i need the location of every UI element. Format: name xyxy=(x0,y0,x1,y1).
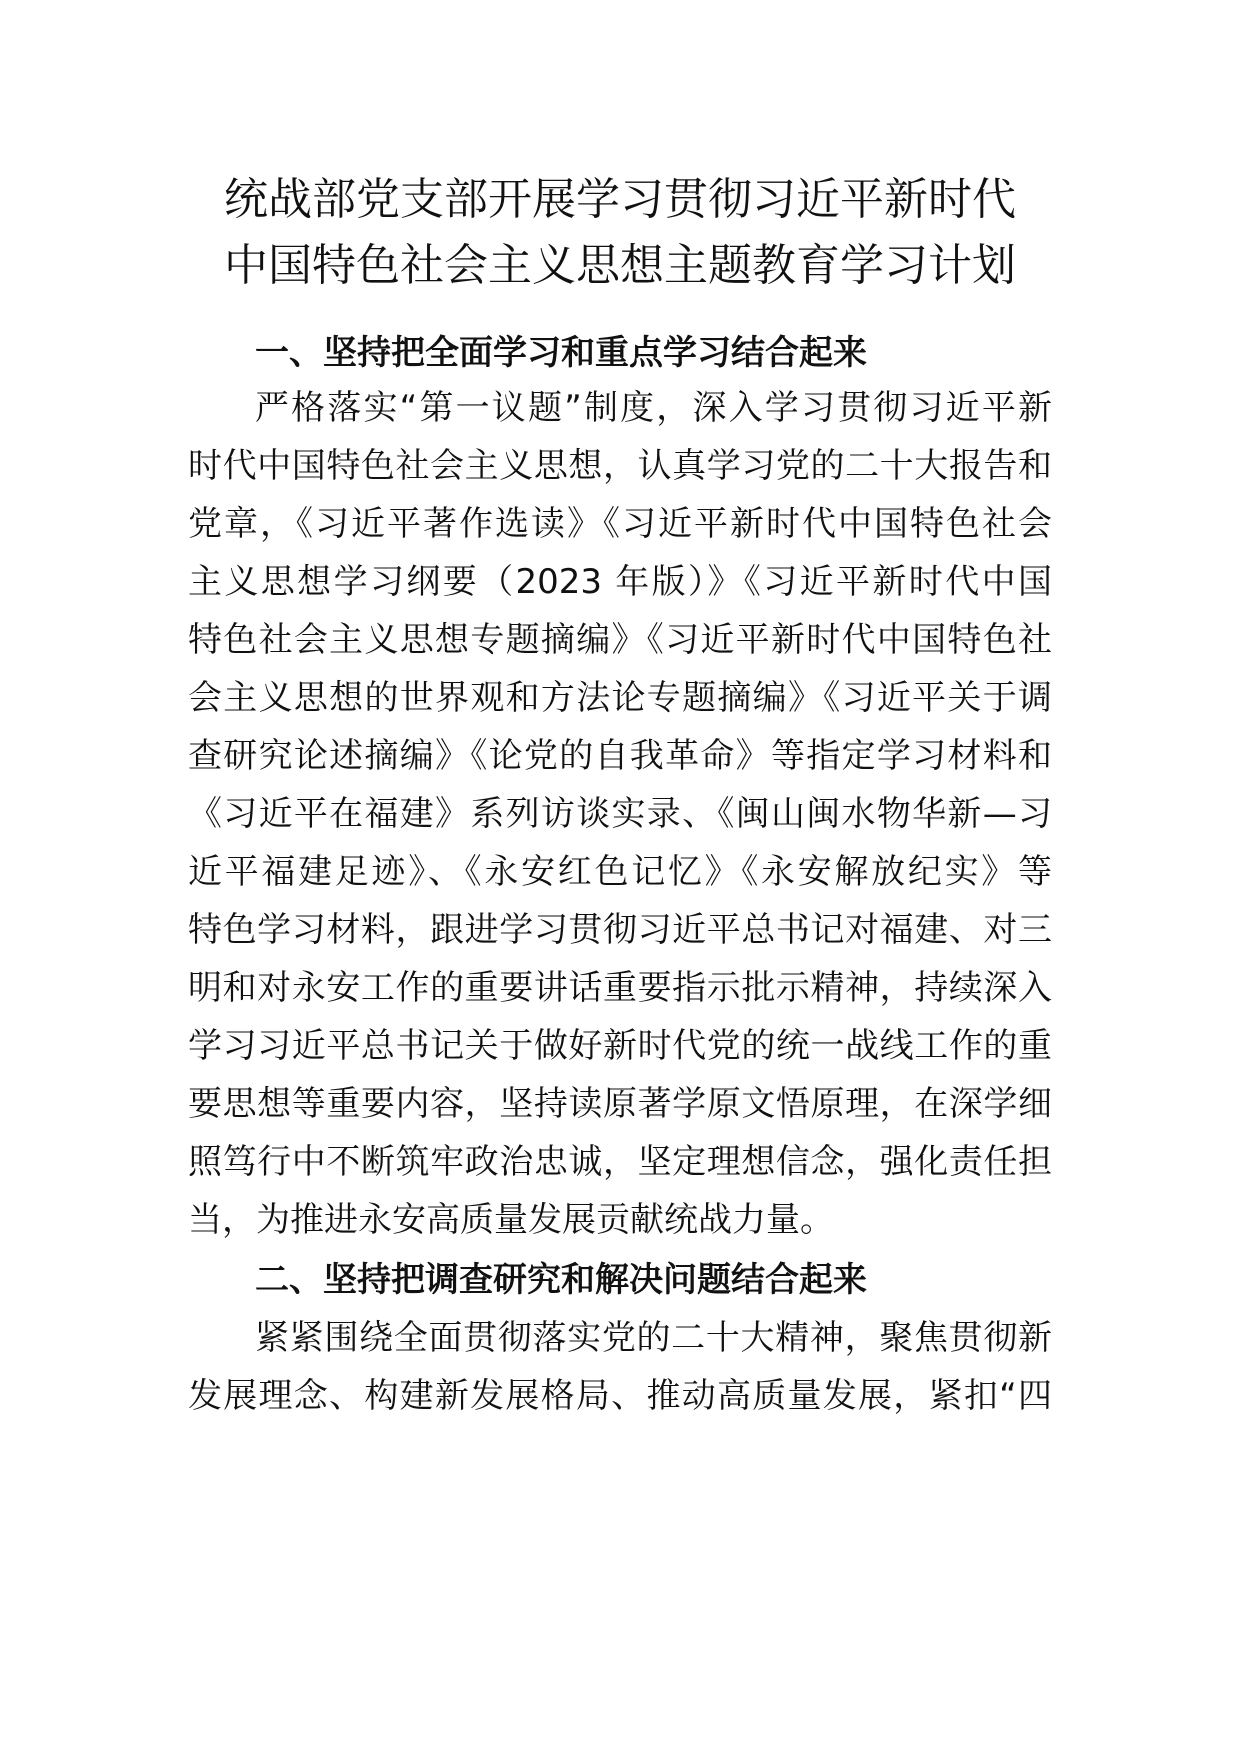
paragraph-line: 近平福建足迹》、《永安红色记忆》《永安解放纪实》等 xyxy=(188,852,1052,892)
paragraph-line: 时代中国特色社会主义思想，认真学习党的二十大报告和 xyxy=(188,446,1052,486)
paragraph-line: 当，为推进永安高质量发展贡献统战力量。 xyxy=(188,1200,834,1240)
paragraph-line: 要思想等重要内容，坚持读原著学原文悟原理，在深学细 xyxy=(188,1084,1052,1124)
section-heading-2: 二、坚持把调查研究和解决问题结合起来 xyxy=(255,1260,867,1300)
paragraph-line: 发展理念、构建新发展格局、推动高质量发展，紧扣“四 xyxy=(188,1376,1052,1416)
paragraph-line: 主义思想学习纲要（2023 年版）》《习近平新时代中国 xyxy=(188,562,1052,602)
document-title-line-1: 统战部党支部开展学习贯彻习近平新时代 xyxy=(224,174,1016,225)
paragraph-line: 特色社会主义思想专题摘编》《习近平新时代中国特色社 xyxy=(188,620,1052,660)
paragraph-line: 学习习近平总书记关于做好新时代党的统一战线工作的重 xyxy=(188,1026,1052,1066)
paragraph-line: 会主义思想的世界观和方法论专题摘编》《习近平关于调 xyxy=(188,678,1052,718)
paragraph-line: 特色学习材料，跟进学习贯彻习近平总书记对福建、对三 xyxy=(188,910,1052,950)
document-title-line-2: 中国特色社会主义思想主题教育学习计划 xyxy=(224,240,1016,291)
paragraph-line: 党章，《习近平著作选读》《习近平新时代中国特色社会 xyxy=(188,504,1052,544)
paragraph-line: 《习近平在福建》系列访谈实录、《闽山闽水物华新—习 xyxy=(188,794,1052,834)
section-heading-1: 一、坚持把全面学习和重点学习结合起来 xyxy=(255,333,867,373)
paragraph-line: 查研究论述摘编》《论党的自我革命》等指定学习材料和 xyxy=(188,736,1052,776)
paragraph-line: 严格落实“第一议题”制度，深入学习贯彻习近平新 xyxy=(255,388,1052,428)
paragraph-line: 明和对永安工作的重要讲话重要指示批示精神，持续深入 xyxy=(188,968,1052,1008)
paragraph-line: 照笃行中不断筑牢政治忠诚，坚定理想信念，强化责任担 xyxy=(188,1142,1052,1182)
paragraph-line: 紧紧围绕全面贯彻落实党的二十大精神，聚焦贯彻新 xyxy=(255,1318,1052,1358)
